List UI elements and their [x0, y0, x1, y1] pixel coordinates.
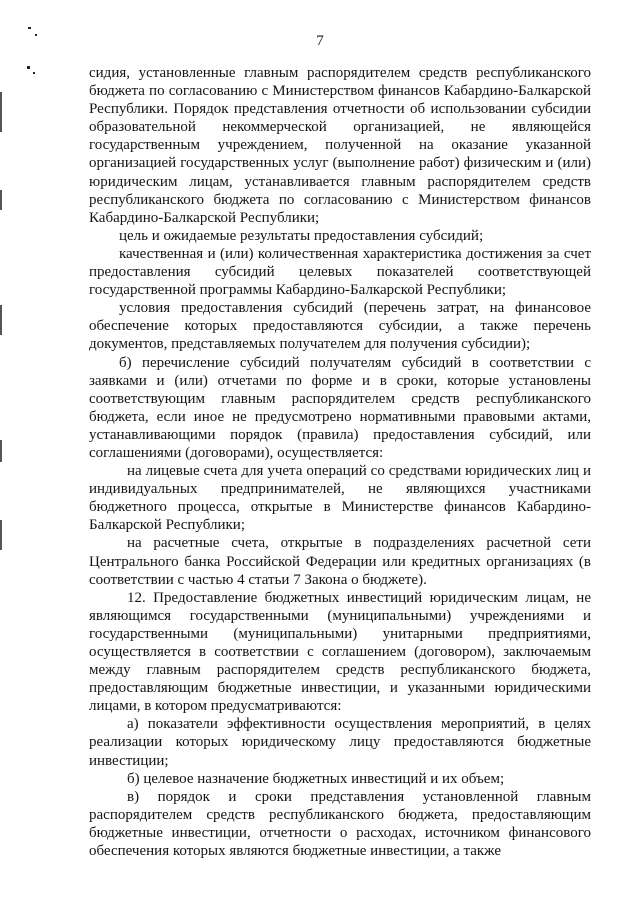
paragraph-settlement-accounts: на расчетные счета, открытые в подразделениях расчетной сети Центрального банка Российской Федерации или кредитных организациях (в соответствии с частью 4 статьи 7 Закона о бюджете). — [89, 535, 591, 588]
paragraph-item-b-transfer: б) перечисление субсидий получателям субсидий в соответствии с заявками и (или) отчетами по форме и в сроки, которые установлены соответствующим главным распорядителем средств республиканского бюджета, если иное не предусмотрено нормативными правовыми актами, устанавливающими порядок (правила) предоставления субсидий, или соглашениями (договорами), осуществляется: — [89, 354, 591, 461]
scan-speck — [28, 27, 31, 29]
scan-speck — [27, 66, 30, 69]
paragraph-section-12: 12. Предоставление бюджетных инвестиций юридическим лицам, не являющимся государственными (муниципальными) учреждениями и государственными (муниципальными) унитарными предприятиями, осуществляется в соответствии с соглашением (договором), заключаемым между главным распорядителем средств республиканского бюджета, предоставляющим бюджетные инвестиции, и указанными юридическими лицами, в котором предусматриваются: — [89, 589, 591, 715]
paragraph-item-b-purpose: б) целевое назначение бюджетных инвестиций и их объем; — [127, 770, 505, 787]
paragraph-item-v-procedure: в) порядок и сроки представления установленной главным распорядителем средств республиканского бюджета, предоставляющим бюджетные инвестиции, отчетности о расходах, источником финансового обеспечения которых являются бюджетные инвестиции, а также — [89, 788, 591, 860]
paragraph-goal-results: цель и ожидаемые результаты предоставления субсидий; — [119, 227, 484, 244]
scan-edge-shadow — [0, 305, 2, 335]
scan-edge-shadow — [0, 190, 2, 210]
scan-edge-shadow — [0, 440, 2, 462]
page-number: 7 — [316, 33, 324, 49]
paragraph-quality-characteristics: качественная и (или) количественная характеристика достижения за счет предоставления субсидий целевых показателей соответствующей государственной программы Кабардино-Балкарской Республики; — [89, 245, 591, 299]
paragraph-subsidy-conditions: условия предоставления субсидий (перечень затрат, на финансовое обеспечение которых предоставляются субсидии, а также перечень документов, представляемых получателем для получения субсидии); — [89, 300, 591, 353]
paragraph-item-a-indicators: а) показатели эффективности осуществления мероприятий, в целях реализации которых юридическому лицу предоставляются бюджетные инвестиции; — [89, 716, 591, 769]
paragraph-personal-accounts: на лицевые счета для учета операций со средствами юридических лиц и индивидуальных предпринимателей, не являющихся участниками бюджетного процесса, открытые в Министерстве финансов Кабардино-Балкарской Республики; — [89, 463, 591, 534]
scan-edge-shadow — [0, 92, 2, 132]
scan-speck — [33, 72, 35, 74]
document-body — [89, 64, 591, 860]
paragraph-subsidy-reporting: сидия, установленные главным распорядителем средств республиканского бюджета по согласованию с Министерством финансов Кабардино-Балкарской Республики. Порядок представления отчетности об использовании субсидии образовательной некоммерческой организацией, не являющейся государственным учреждением, полученной на оказание указанной организацией государственных услуг (выполнение работ) физическим и (или) юридическим лицам, устанавливается главным распорядителем средств республиканского бюджета по согласованию с Министерством финансов Кабардино-Балкарской Республики; — [89, 65, 591, 226]
scan-edge-shadow — [0, 520, 2, 550]
